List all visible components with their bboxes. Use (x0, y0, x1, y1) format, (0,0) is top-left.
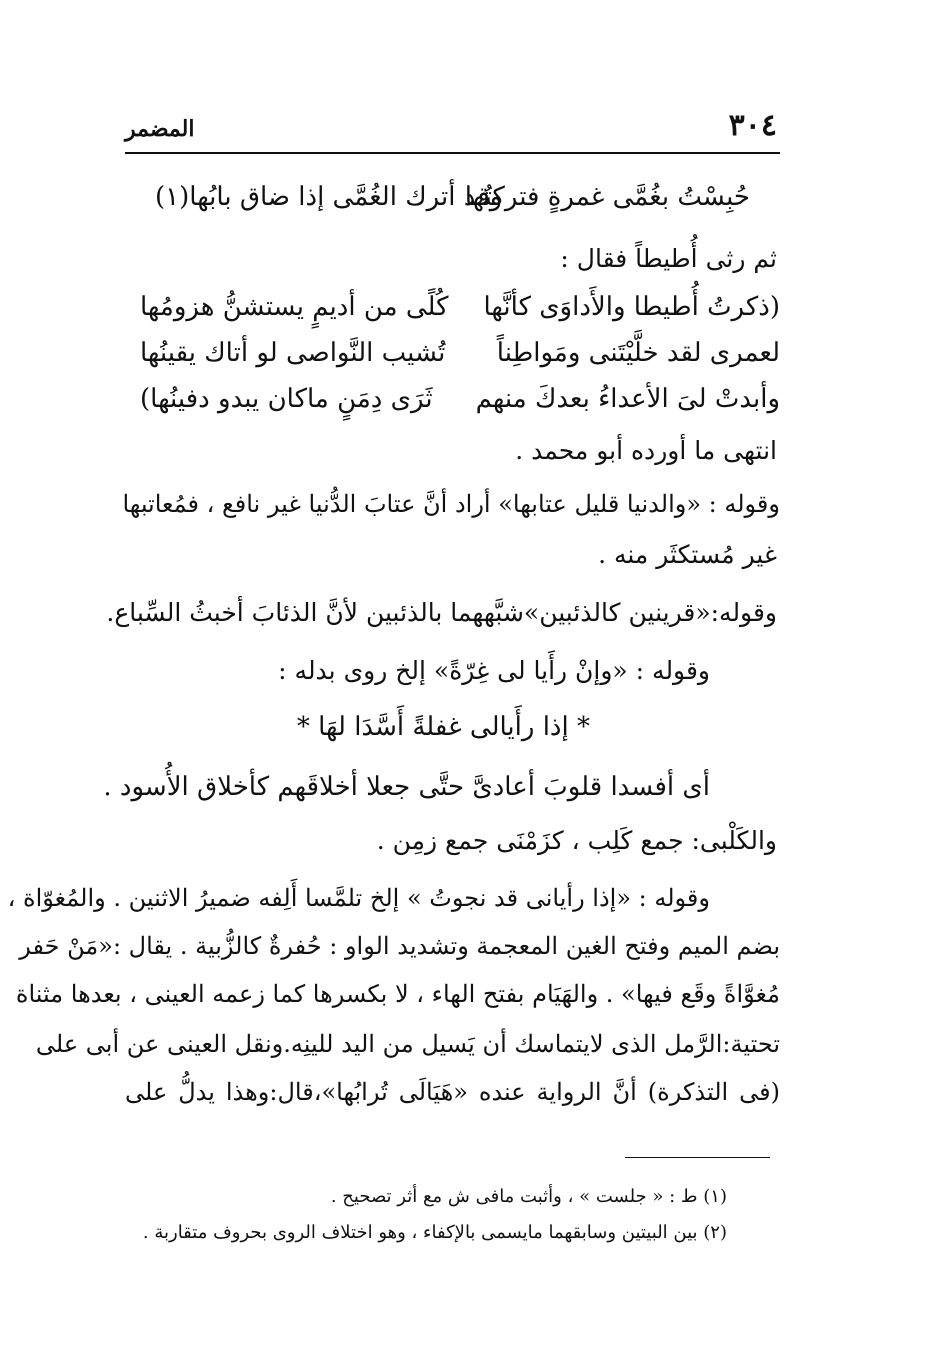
paragraph-line: أى أفسدا قلوبَ أعادىَّ حتَّى جعلا أخلاقَهم كأخلاق الأُسود . (103, 772, 710, 802)
quoted-verse: * إذا رأَيالى غفلةً أَسَّدَا لهَا * (296, 712, 590, 742)
paragraph-line: وقوله : «وإنْ رأَيا لى غِرّةً» إلخ روى بدله : (278, 656, 710, 685)
verse-second-hemistich: وقد أترك الغُمَّى إذا ضاق بابُها(١) (155, 182, 503, 212)
paragraph-line: وقوله : «إذا رأيانى قد نجوتُ » إلخ تلمَّسا أَلِفه ضميرُ الاثنين . والمُغوّاة ، (7, 884, 710, 912)
intro-line: ثم رثى أُطيطاً فقال : (560, 244, 777, 273)
verse-second-hemistich: تُشيب النَّواصى لو أتاك يقينُها (140, 338, 446, 368)
footnote-divider (625, 1157, 770, 1158)
paragraph-line: غير مُستكثَر منه . (598, 540, 777, 569)
verse-first-hemistich: حُبِسْتُ بغُمَّى غمرةٍ فتركتُها (464, 182, 750, 212)
footnote: (١) ط : « جلست » ، وأثبت مافى ش مع أثر تصحيح . (330, 1186, 727, 1207)
paragraph-line: (فى التذكرة) أنَّ الرواية عنده «هَيَالَى تُرابُها»،قال:وهذا يدلُّ على (125, 1078, 780, 1106)
header-divider (125, 152, 780, 154)
verse-second-hemistich: ثَرَى دِمَنٍ ماكان يبدو دفينُها) (140, 384, 433, 414)
end-note: انتهى ما أورده أبو محمد . (515, 436, 777, 465)
verse-first-hemistich: وأبدتْ لىَ الأعداءُ بعدكَ منهم (475, 384, 780, 414)
paragraph-line: وقوله : «والدنيا قليل عتابها» أراد أنَّ عتابَ الدُّنيا غير نافع ، فمُعاتبها (122, 490, 780, 518)
poem-verse (140, 338, 780, 384)
verse-first-hemistich: لعمرى لقد خلَّيْتَنى ومَواطِناً (496, 338, 780, 368)
paragraph-line: والكَلْبى: جمع كَلِب ، كزَمْنَى جمع زمِن . (376, 826, 777, 855)
page-number: ٣٠٤ (728, 108, 777, 143)
poem-verse (140, 384, 780, 430)
verse-second-hemistich: كُلًى من أديمٍ يستشنُّ هزومُها (140, 292, 449, 322)
page-header (125, 108, 777, 148)
verse-first-hemistich: (ذكرتُ أُطيطا والأَداوَى كأنَّها (483, 292, 780, 322)
poem-verse (140, 292, 780, 338)
footnote: (٢) بين البيتين وسابقهما مايسمى بالإكفاء ، وهو اختلاف الروى بحروف متقاربة . (142, 1222, 727, 1243)
paragraph-line: تحتية:الرَّمل الذى لايتماسك أن يَسيل من اليد للينِه.ونقل العينى عن أبى على (35, 1030, 780, 1058)
paragraph-line: وقوله:«قرينين كالذئبين»شبَّههما بالذئبين لأنَّ الذئابَ أخبثُ السِّباع. (106, 598, 777, 627)
running-title: المضمر (125, 116, 195, 142)
paragraph-line: بضم الميم وفتح الغين المعجمة وتشديد الواو : حُفرةٌ كالزُّبية . يقال :«مَنْ حَفر (19, 932, 780, 960)
paragraph-line: مُغوَّاةً وقَع فيها» . والهَيَام بفتح الهاء ، لا بكسرها كما زعمه العينى ، بعدها مثناة (15, 980, 780, 1008)
verse-line (155, 182, 750, 228)
